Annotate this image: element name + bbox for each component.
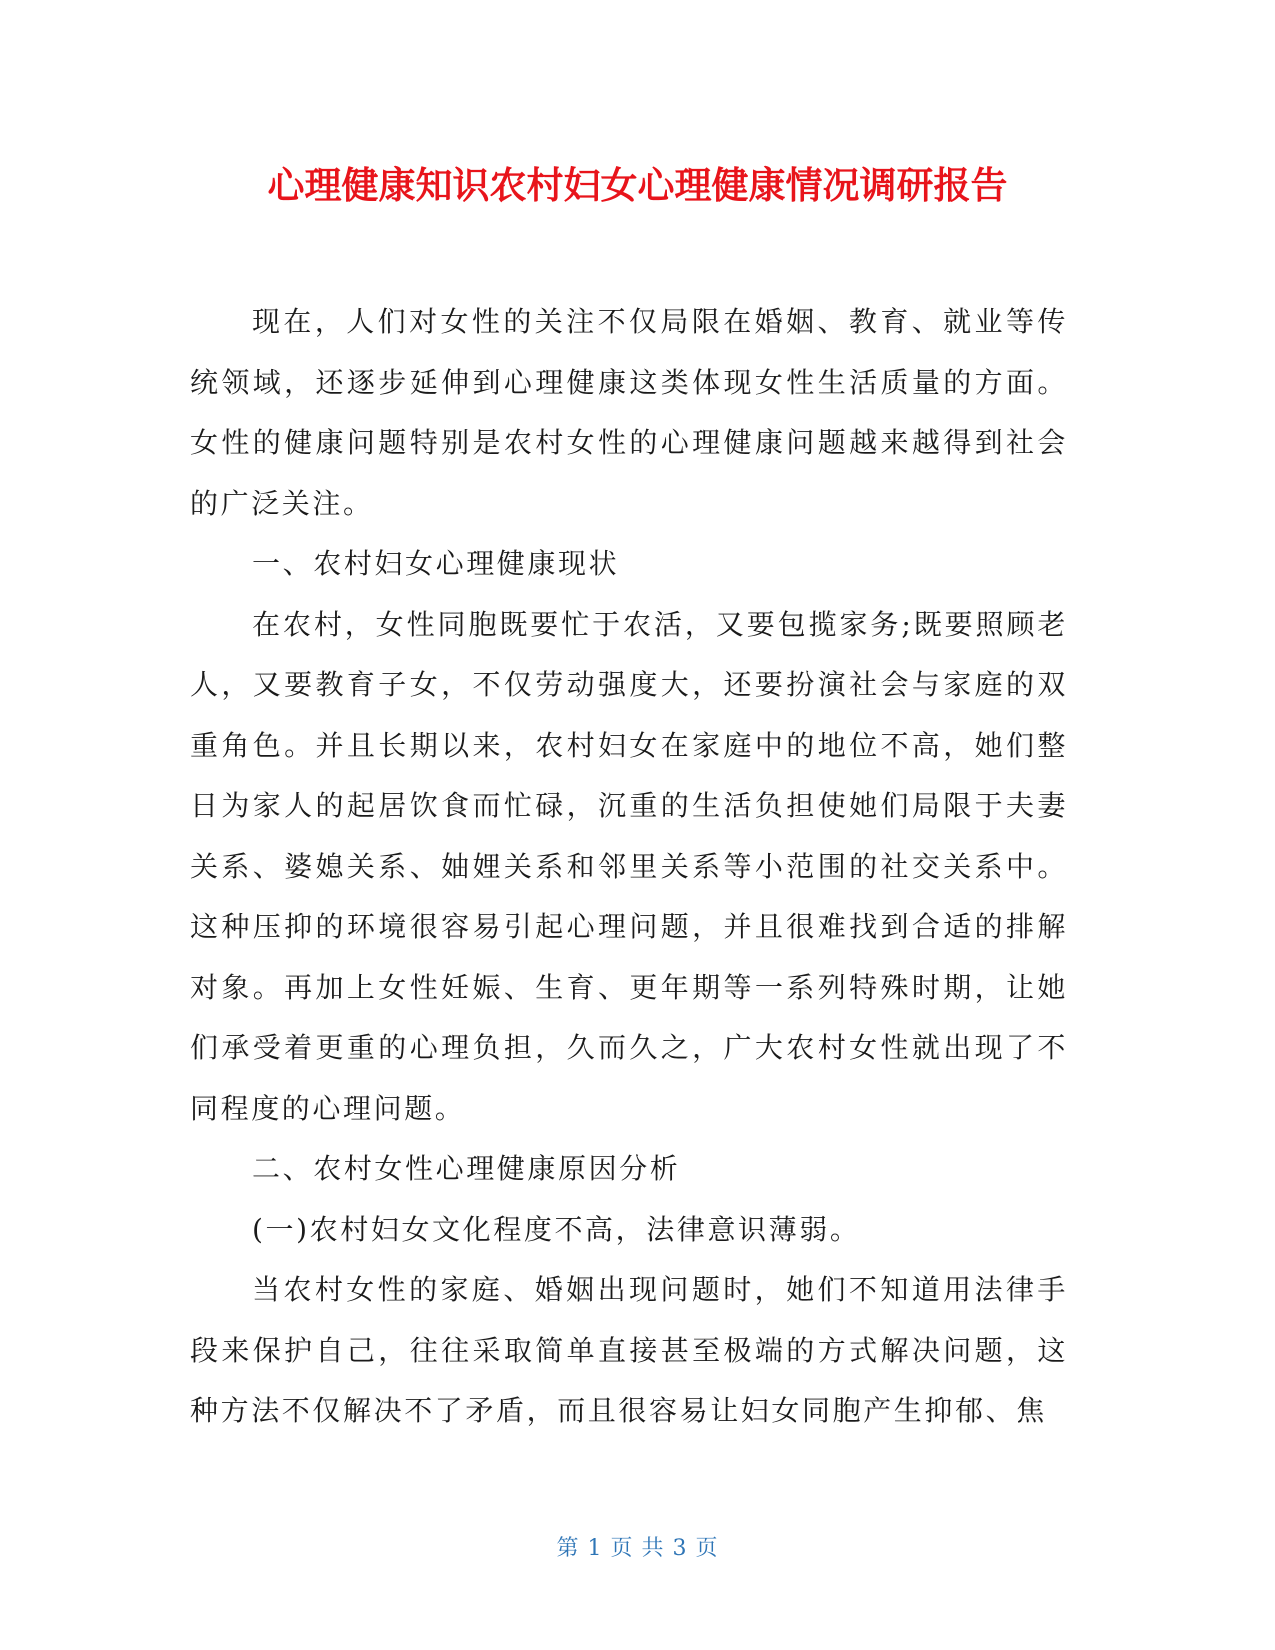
section-heading-1: 一、农村妇女心理健康现状 bbox=[252, 547, 620, 580]
footer-current-page: 1 bbox=[587, 1536, 603, 1561]
page-footer bbox=[0, 1534, 1275, 1564]
footer-prefix: 第 bbox=[556, 1536, 580, 1561]
paragraph-intro: 现在，人们对女性的关注不仅局限在婚姻、教育、就业等传统领域，还逐步延伸到心理健康这类体现女性生活质量的方面。女性的健康问题特别是农村女性的心理健康问题越来越得到社会的广泛关注。 bbox=[190, 305, 1068, 520]
footer-total-pages: 3 bbox=[672, 1536, 688, 1561]
footer-middle: 页 共 bbox=[610, 1536, 665, 1561]
page-title: 心理健康知识农村妇女心理健康情况调研报告 bbox=[267, 164, 1008, 207]
paragraph-law: 当农村女性的家庭、婚姻出现问题时，她们不知道用法律手段来保护自己，往往采取简单直接甚至极端的方式解决问题，这种方法不仅解决不了矛盾，而且很容易让妇女同胞产生抑郁、焦 bbox=[190, 1273, 1068, 1427]
subsection-heading-1: (一)农村妇女文化程度不高，法律意识薄弱。 bbox=[252, 1212, 861, 1246]
document-body bbox=[190, 292, 1068, 1442]
section-heading-2: 二、农村女性心理健康原因分析 bbox=[252, 1152, 681, 1185]
footer-suffix: 页 bbox=[695, 1536, 719, 1561]
paragraph-status: 在农村，女性同胞既要忙于农活，又要包揽家务;既要照顾老人，又要教育子女，不仅劳动强度大，还要扮演社会与家庭的双重角色。并且长期以来，农村妇女在家庭中的地位不高，她们整日为家人的起居饮食而忙碌，沉重的生活负担使她们局限于夫妻关系、婆媳关系、妯娌关系和邻里关系等小范围的社交关系中。这种压抑的环境很容易引起心理问题，并且很难找到合适的排解对象。再加上女性妊娠、生育、更年期等一系列特殊时期，让她们承受着更重的心理负担，久而久之，广大农村女性就出现了不同程度的心理问题。 bbox=[190, 607, 1068, 1125]
